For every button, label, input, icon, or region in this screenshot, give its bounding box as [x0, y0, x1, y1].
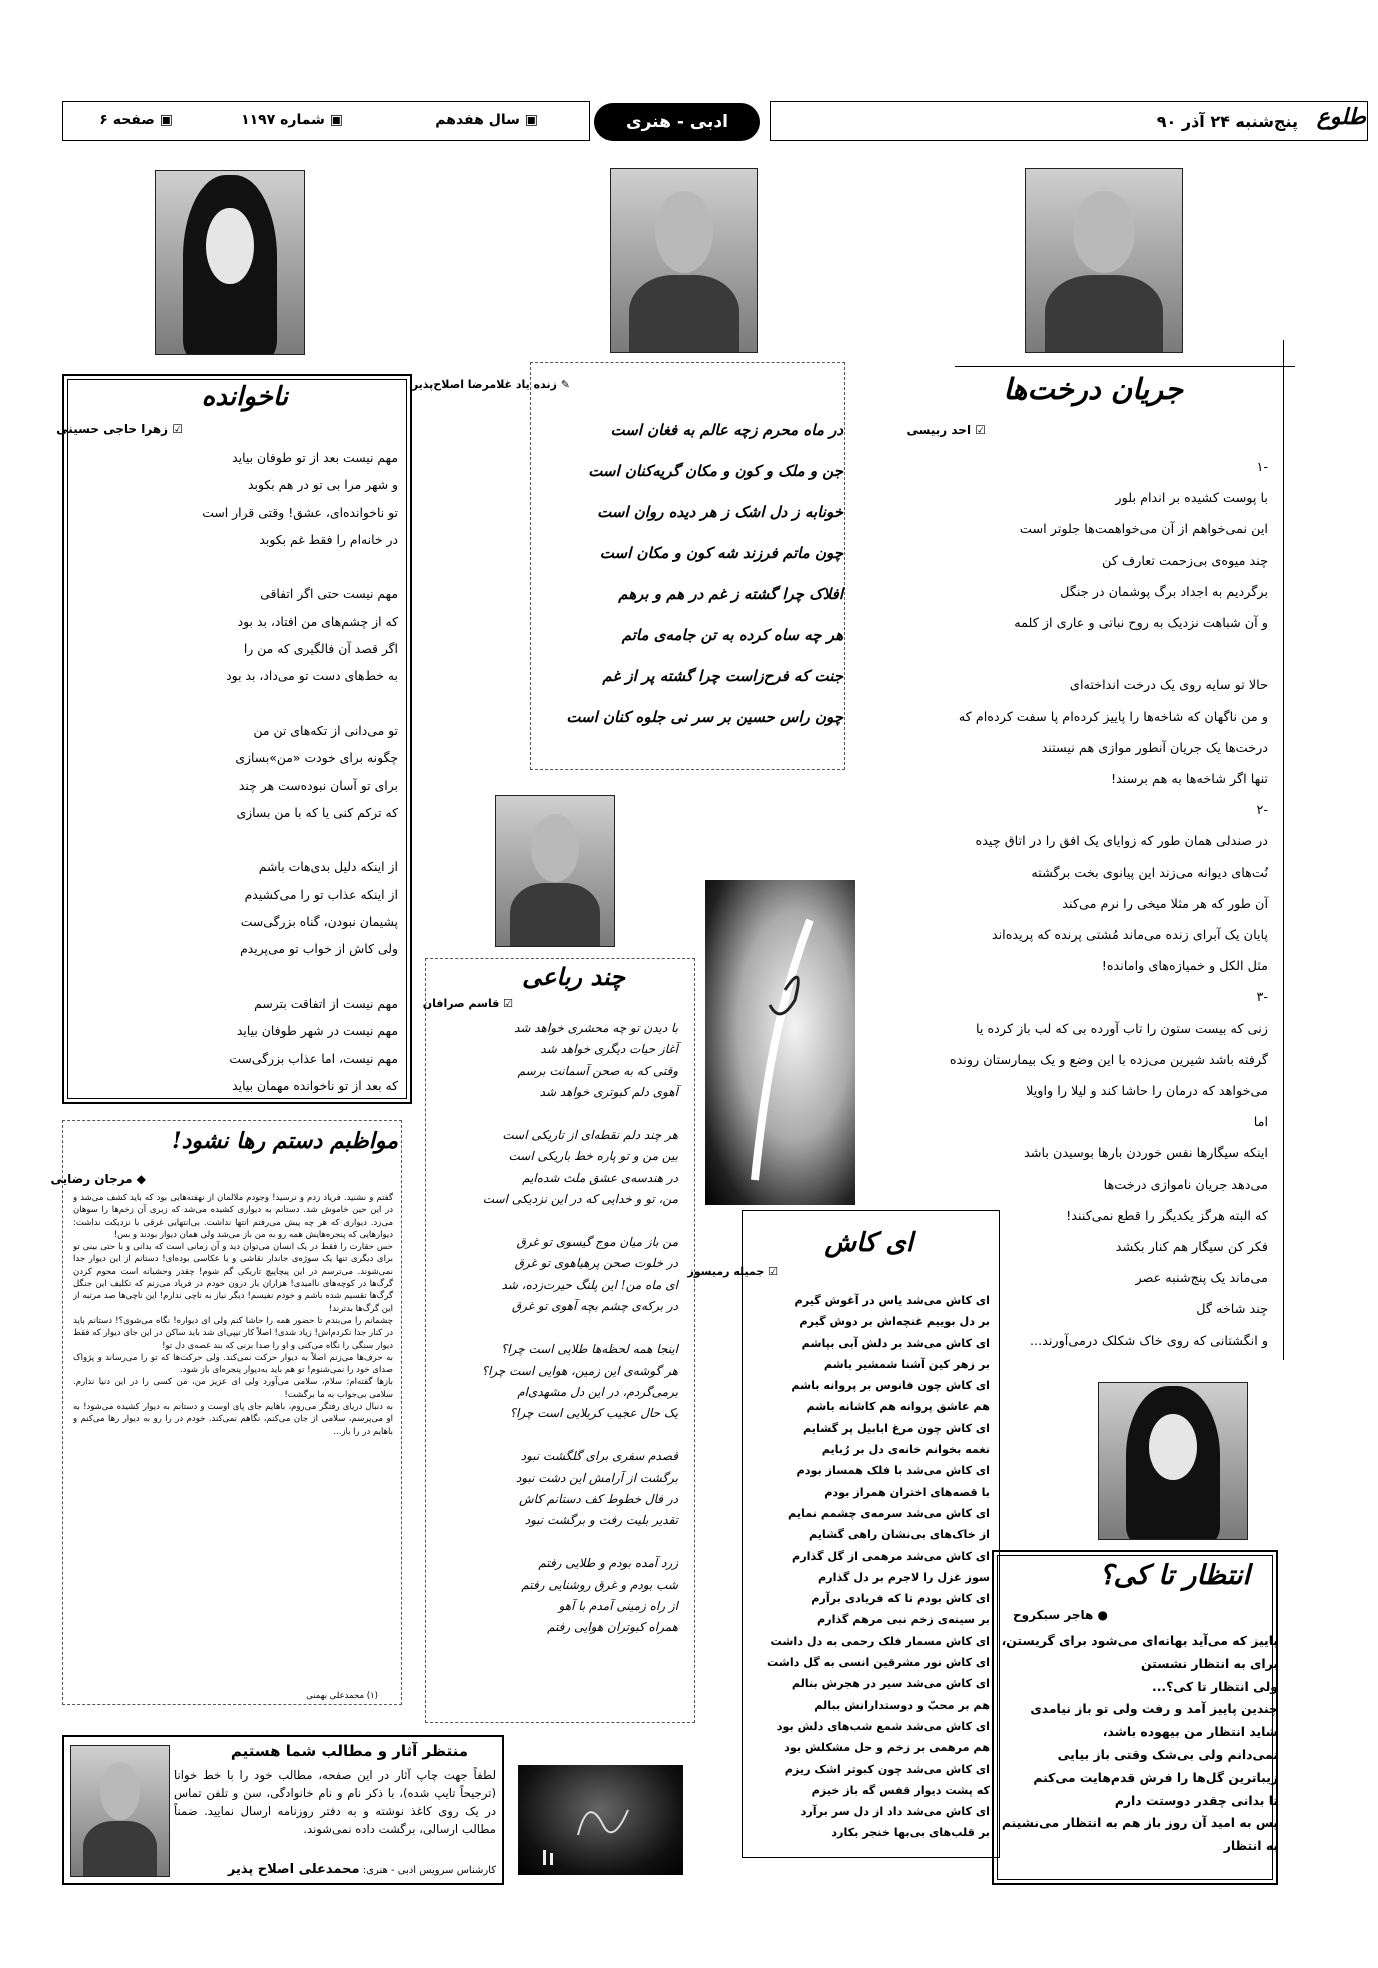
checkbox-icon: ☑ [499, 997, 513, 1010]
poem-line: با قصه‌های اختران همراز بودم [824, 1485, 990, 1499]
essay-paragraph: بازها گفته‌ام: سلام، سلامی می‌آورد ولی ای عزیز من، من کسی را در این دنیا ندارم. سلامی بی‌جواب به ما برگشت! [73, 1377, 393, 1400]
poem-line: تنها اگر شاخه‌ها به هم برسند! [1110, 772, 1268, 788]
poem-line: برای تو آسان نبوده‌ست هر چند [238, 777, 398, 793]
poem-line: درخت‌ها یک جریان آنطور موازی هم نیستند [1041, 740, 1268, 756]
poem-line: می‌دهد جریان ناموازی درخت‌ها [1103, 1177, 1268, 1193]
notice-signature [228, 1862, 496, 1877]
poem-line: که البته هرگز یکدیگر را قطع نمی‌کنند! [1066, 1208, 1268, 1224]
poem-illiterate-title: ناخوانده [201, 382, 288, 412]
poem-line: که از چشم‌های من افتاد، بد بود [237, 613, 398, 629]
header-year [435, 112, 538, 128]
poem-line: با پوست کشیده بر اندام بلور [1115, 491, 1268, 507]
waiting-line: نمی‌دانم ولی بی‌شک وقتی باز بیایی [1057, 1746, 1278, 1762]
essay-paragraph: گفتم و نشنید. فریاد زدم و نرسید! وجودم ملالمان از نهفته‌هایی بود که باید کشف می‌شد و در این حین خاموش شد. دستانم به دیواری کشیده می‌شد که زبری آن زخم‌ها را سوهان می‌زد. دیواری که هر چه پیش می‌رفتم انتها نداشت. بی‌انتهایی غرقی با نزدیکت نداشت: دیوارهایی که پنجره‌هایش همه رو به من باز می‌شد ولی همان دیوار بودند و بس! [73, 1193, 393, 1240]
poem-line: هم عاشق پروانه هم کاشانه باشم [806, 1400, 990, 1414]
square-icon: ▣ [154, 112, 173, 128]
poem-trees-title: جریان درخت‌ها [1003, 372, 1183, 406]
waiting-line: برای به انتظار نشستن [1141, 1655, 1278, 1671]
poem-line: ای کاش می‌شد داد از دل سر برآرد [800, 1805, 990, 1819]
poem-line: که ترکم کنی یا که با من بسازی [236, 804, 398, 820]
poem-line: -۱ [1256, 460, 1268, 475]
waiting-line: زیباترین گل‌ها را فرش قدم‌هایت می‌کنم [1033, 1769, 1278, 1785]
verse-line: هر چند دلم نقطه‌ای از تاریکی است [502, 1128, 678, 1143]
poem-line: فکر کن سیگار هم کنار بکشد [1115, 1240, 1268, 1256]
poem-line: و شهر مرا بی تو در هم بکوبد [248, 477, 398, 493]
notice-name: محمدعلی اصلاح پذیر [227, 1862, 360, 1877]
verse-line: در برکه‌ی چشم بچه آهوی تو غرق [511, 1299, 678, 1314]
poem-line: مثل الکل و خمیازه‌های وامانده! [1101, 959, 1268, 975]
author-photo-hajar [1098, 1382, 1248, 1540]
verse-line [438, 1318, 678, 1339]
poem-line: از خاک‌های بی‌نشان راهی گشایم [808, 1528, 990, 1542]
column-rule-right [1283, 340, 1284, 1360]
verse-line: شب بودم و غرق روشنایی رفتم [521, 1577, 678, 1592]
poem-line: ای کاش می‌شد بر دلش آبی بپاشم [801, 1336, 990, 1350]
author-photo-qasem [495, 795, 615, 947]
essay-author [50, 1172, 146, 1186]
poem-illiterate-body [178, 444, 398, 1099]
waiting-body [1001, 1630, 1278, 1858]
square-icon: ▣ [519, 112, 538, 128]
calligraphy-icon [518, 1765, 683, 1875]
poem-line [968, 639, 1268, 670]
verse-line: با دیدن تو چه محشری خواهد شد [514, 1021, 678, 1035]
poem-line: مهم نیست، اما عذاب بزرگی‌ست [229, 1050, 398, 1066]
waiting-line: پاییز که می‌آید بهانه‌ای می‌شود برای گریستن، [1001, 1633, 1278, 1648]
waiting-line: پس به امید آن روز باز هم به انتظار می‌نشینم [1001, 1815, 1278, 1831]
poem-line: نُت‌های دیوانه می‌زند این پیانوی بخت برگشته [1031, 865, 1268, 881]
essay-paragraph: به دنبال دریای رفتگر می‌روم، با‌هایم جای پای اوست و دستانم به دیوار کشیده می‌شود! به او می‌پرسم، سلامی از جان می‌کنم، نگاهم نمی‌کند. خودم در را رو به دیوار رها می‌کنم و با‌هایم در را باز... [73, 1402, 393, 1437]
poem-line: در خانه‌ام را فقط غم بکوبد [259, 531, 398, 547]
author-label: احد ربیسی [906, 423, 972, 437]
poem-line [178, 690, 398, 717]
waiting-line: چندین پاییز آمد و رفت ولی تو باز نیامدی [1030, 1701, 1278, 1717]
verse-line: قصدم سفری برای گلگشت نبود [520, 1449, 678, 1464]
poem-line: پشیمان نبودن، گناه بزرگی‌ست [240, 914, 398, 930]
essay-paragraph: حس حقارت را فقط در یک انسان می‌توان دید و آن زمانی است که بدانی و با حتی بینی تو برای دیگری تنها یک سوژه‌ی جاندار نقاشی و یا عکاسی بوده‌ای! دستانم از این دیوار جدا نمی‌شوند. می‌ترسم در این پیچاپیچ تاریکی گم شوم! چقدر وحشیانه است محوم کردن گرگ‌ها در کوچه‌های ناامیدی! هزاران بار درون خودم در فریاد می‌زنم که تکلیف این جنگل گرگ‌ها تقسیم شده باشم و خودم نفیسم! دیگر نیاز به ناچی ندارم! این ناچی‌ها صد مرتبه از این گرگ‌ها بدترند! [73, 1242, 393, 1314]
waiting-line: شاید انتظار من بیهوده باشد، [1102, 1724, 1278, 1740]
poem-line: مهم نیست بعد از تو طوفان بیاید [232, 450, 398, 465]
poem-line: آن طور که هر مثلا میخی را نرم می‌کند [1062, 896, 1268, 912]
poem-line: پایان یک آبرای زنده می‌ماند مُشتی پرنده که پریده‌اند [991, 928, 1268, 944]
poem-wish-body [754, 1290, 990, 1844]
waiting-line: به انتظار [1223, 1838, 1278, 1854]
poem-line: ای کاش چون مرغ ابابیل پر گشایم [803, 1421, 990, 1435]
editor-photo [70, 1745, 170, 1877]
poem-line: اینکه سیگارها نفس خوردن بارها بوسیدن باشد [1024, 1146, 1268, 1162]
verse-line: ای ماه من! این پلنگ حیرت‌زده، شد [501, 1277, 678, 1292]
checkbox-icon: ☑ [764, 1265, 778, 1278]
poem-line: چگونه برای خودت «من»بسازی [235, 750, 398, 766]
poem-line: مهم نیست حتی اگر اتفاقی [260, 586, 398, 602]
verse-line: آغاز حیات دیگری خواهد شد [540, 1042, 678, 1057]
waiting-author [1013, 1608, 1108, 1622]
poem-wish-author [687, 1265, 778, 1278]
notice-role: کارشناس سرویس ادبی - هنری: [362, 1865, 496, 1876]
poem-wish-title: ای کاش [824, 1228, 913, 1258]
page-label: صفحه ۶ [99, 112, 155, 128]
verse-line: هر گوشه‌ی این زمین، هوایی است چرا؟ [481, 1363, 678, 1378]
memorial-verses [543, 410, 843, 738]
essay-title: مواظبم دستم رها نشود! [171, 1128, 398, 1154]
author-label: جمیله رمیسوز [687, 1265, 765, 1278]
poem-line: ای کاش چون فانوس بر پروانه باشم [791, 1379, 990, 1393]
poem-line: تو می‌دانی از تکه‌های تن من [253, 722, 398, 738]
poem-line: بر سینه‌ی زخم نبی مرهم گذارم [816, 1613, 990, 1627]
author-photo-zahra [155, 170, 305, 355]
verse-line: من باز میان موج گیسوی تو غرق [516, 1235, 678, 1250]
poem-trees-author [907, 423, 986, 437]
verse-line: برگشت از آرامش این دشت نبود [515, 1470, 678, 1485]
poem-line: مهم نیست از اتفاقت بترسم [254, 995, 398, 1011]
verse-line: یک حال عجیب کربلایی است چرا؟ [509, 1406, 678, 1421]
verse-line [438, 1532, 678, 1553]
year-label: سال هفدهم [435, 112, 520, 128]
author-label: مرجان رضایی [50, 1172, 133, 1186]
poem-line: و آن شباهت نزدیک به روح نباتی و عاری از کلمه [1014, 616, 1268, 632]
essay-footnote: (۱) محمدعلی بهمنی [306, 1691, 378, 1701]
poem-illiterate-author [56, 422, 183, 436]
pen-icon: ✎ [556, 378, 570, 391]
poem-line: از اینکه عذاب تو را می‌کشیدم [244, 886, 398, 902]
diamond-icon: ◆ [132, 1172, 146, 1186]
poem-line: ای کاش می‌شد با فلک همساز بودم [796, 1464, 990, 1478]
memorial-heading-text: زنده یاد غلامرضا اصلاح‌پذیر [411, 378, 557, 391]
notice-body: لطفاً جهت چاپ آثار در این صفحه، مطالب خود را با خط خوانا (ترجیحاً تایپ شده)، با ذکر نام و نام خانوادگی، سن و تلفن تماس در یک روی کاغذ نوشته و به دفتر روزنامه ارسال نمایید. ضمناً مطالب ارسالی، برگشت داده نمی‌شوند. [174, 1768, 496, 1836]
author-label: قاسم صرافان [422, 997, 500, 1010]
circle-icon: ● [1093, 1608, 1108, 1622]
poem-line: هم مرهمی بر زخم و حل مشکلش بود [784, 1741, 990, 1755]
poem-line: که پشت دیوار قفس گه باز خیزم [811, 1783, 990, 1797]
waiting-title: انتظار تا کی؟ [1099, 1560, 1250, 1591]
verse-line: از راه زمینی آمدم با آهو [558, 1598, 678, 1613]
poem-line: چند شاخه گل [1196, 1302, 1268, 1318]
essay-paragraph: به حرف‌ها می‌زنم اصلاً به دیوار حرکت نمی‌کند. ولی حرکت‌ها که تو را می‌رساند و پژواک صدای خود را نمی‌شنوم! تو هم باید به‌دیوار پنجره‌ای باز شود. [73, 1352, 393, 1376]
verse-line: در فال خطوط کف دستانم کاش [518, 1491, 678, 1506]
poem-line: بر زهر کین آشنا شمشیر باشم [823, 1357, 990, 1371]
calligraphy-icon [705, 880, 855, 1205]
rubaiyat-title: چند رباعی [522, 962, 625, 991]
poem-line: سوز غزل را لاجرم بر دل گذارم [817, 1570, 990, 1584]
memorial-line: در ماه محرم زچه عالم به فغان است [610, 421, 843, 439]
section-banner-label: ادبی - هنری [626, 112, 728, 132]
poem-line [178, 963, 398, 990]
memorial-line: جن و ملک و کون و مکان گریه‌کنان است [588, 462, 843, 480]
rubaiyat-author [423, 997, 513, 1010]
memorial-line: چون راس حسین بر سر نی جلوه کنان است [566, 708, 843, 726]
author-photo-memorial [610, 168, 758, 353]
memorial-line: جنت که فرح‌زاست چرا گشته پر از غم [602, 667, 843, 685]
poem-line: به خط‌های دست تو می‌داد، بد بود [226, 668, 398, 684]
author-label: زهرا حاجی حسینی [56, 422, 169, 436]
issue-label: شماره ۱۱۹۷ [241, 112, 325, 128]
poem-line: ای کاش می‌شد سرمه‌ی چشمم نمایم [788, 1506, 990, 1520]
rubaiyat-body [438, 1018, 678, 1639]
verse-line: در هندسه‌ی عشق ملث شده‌ایم [522, 1170, 678, 1185]
poem-line: گرفته باشد شیرین می‌زده با این وضع و یک بیمارستان رونده [949, 1052, 1268, 1068]
verse-line: من، تو و خدایی که در این نزدیکی است [482, 1192, 678, 1207]
poem-line: و انگشتانی که روی خاک شکلک درمی‌آورند... [1029, 1333, 1268, 1349]
masthead-logo: طلوع [1316, 104, 1366, 130]
poem-line [178, 826, 398, 853]
memorial-line: چون ماتم فرزند شه کون و مکان است [599, 544, 843, 562]
poem-line: که بعد از تو ناخوانده مهمان بیاید [232, 1077, 398, 1093]
verse-line: تقدیر بلیت رفت و برگشت نبود [524, 1513, 678, 1528]
memorial-heading [412, 378, 570, 391]
header-issue [241, 112, 343, 128]
checkbox-icon: ☑ [971, 423, 986, 437]
checkbox-icon: ☑ [168, 422, 183, 436]
author-photo-ahad [1025, 168, 1183, 353]
section-banner [594, 103, 760, 141]
author-label: هاجر سبکروح [1012, 1608, 1094, 1622]
poem-line: ای کاش بودم تا که فریادی برآرم [811, 1592, 990, 1606]
poem-line: چند میوه‌ی بی‌زحمت تعارف کن [1101, 553, 1268, 569]
allah-calligraphy-image [518, 1765, 683, 1875]
memorial-line: خونابه ز دل اشک ز هر دیده روان است [597, 503, 843, 521]
header-page [99, 112, 173, 128]
poem-line: اما [1253, 1115, 1268, 1131]
poem-line: -۲ [1256, 803, 1268, 819]
square-icon: ▣ [324, 112, 343, 128]
poem-line: اگر قصد آن فالگیری که من را [243, 641, 398, 657]
column-rule-top [955, 366, 1295, 367]
poem-line: این نمی‌خواهم از آن می‌خواهمت‌ها جلوتر است [1019, 522, 1268, 538]
poem-line: حالا تو سایه روی یک درخت انداخته‌ای [1069, 678, 1268, 694]
verse-line [438, 1425, 678, 1446]
poem-line: ای کاش می‌شد یاس در آغوش گیرم [794, 1294, 990, 1307]
verse-line: بین من و تو پاره خط باریکی است [508, 1149, 678, 1164]
poem-line [178, 553, 398, 580]
poem-line: هم بر محبّ و دوستدارانش ببالم [814, 1698, 990, 1712]
poem-line: ای کاش نور مشرقین انسی به گل داشت [766, 1656, 990, 1670]
poem-line: مهم نیست در شهر طوفان بیاید [236, 1023, 398, 1039]
verse-line: اینجا همه لحظه‌ها طلایی است چرا؟ [500, 1342, 678, 1357]
muharram-artwork [705, 880, 855, 1205]
poem-line: و من ناگهان که شاخه‌ها را پاییز کرده‌ام پا سفت کرده‌ام که [958, 709, 1268, 725]
poem-line: از اینکه دلیل بدی‌هات باشم [258, 859, 398, 875]
poem-line: ای کاش می‌شد مرهمی از گل گذارم [792, 1549, 990, 1563]
waiting-line: ولی انتظار تا کی؟... [1152, 1678, 1278, 1694]
poem-line: برگردیم به اجداد برگ پوشمان در جنگل [1060, 584, 1268, 600]
poem-line: می‌خواهد که درمان را حاشا کند و لیلا را واویلا [1026, 1084, 1268, 1100]
memorial-line: هر چه ساه کرده به تن جامه‌ی ماتم [621, 626, 843, 644]
poem-line: ای کاش مسمار فلک رحمی به دل داشت [770, 1634, 990, 1648]
poem-line: می‌ماند یک پنج‌شنبه عصر [1135, 1271, 1268, 1287]
verse-line: آهوی دلم کبوتری خواهد شد [539, 1085, 678, 1100]
poem-line: ای کاش می‌شد سیر در هجرش بنالم [791, 1677, 990, 1691]
poem-line: بر قلب‌های بی‌بها خنجر بکارد [831, 1826, 990, 1840]
essay-body [73, 1192, 393, 1687]
verse-line: در خلوت صحن پرهیاهوی تو غرق [514, 1256, 678, 1271]
header-date: پنج‌شنبه ۲۴ آذر ۹۰ [1156, 112, 1298, 131]
poem-line: در صندلی همان طور که زوایای یک افق را در اتاق چیده [975, 834, 1268, 850]
poem-line: بر دل بوییم غنچه‌اش بر دوش گیرم [799, 1315, 990, 1329]
poem-line: ای کاش می‌شد شمع شب‌های دلش بود [776, 1719, 990, 1733]
verse-line: وقتی که به صحن آسمانت برسم [517, 1063, 678, 1078]
poem-line: تو ناخوانده‌ای، عشق! وقتی قرار است [202, 504, 398, 520]
verse-line [438, 1104, 678, 1125]
notice-title: منتظر آثار و مطالب شما هستیم [230, 1742, 468, 1760]
poem-trees-body [949, 452, 1268, 1357]
verse-line: همراه کبوتران هوایی رفتم [547, 1620, 678, 1635]
waiting-line: تا بدانی چقدر دوستت دارم [1114, 1792, 1278, 1808]
memorial-line: افلاک چرا گشته ز غم در هم و برهم [618, 585, 843, 603]
poem-line: -۳ [1256, 990, 1268, 1006]
poem-line: ولی کاش از خواب تو می‌پریدم [240, 941, 398, 957]
essay-paragraph: چشمانم را می‌بندم تا حضور همه را حاشا کنم ولی ای دیواره! نگاه می‌شوی؟! دستانم باید در کنار جدا نکردم‌اش! زیاد شدی! اصلاً کار تیپی‌ای شد باید ساکن در این جای دیوار که فقط دیوار سنگی را نگاه می‌کنی و او را صدا بزنی که بند غصه‌ی دل تو! [73, 1315, 393, 1351]
poem-line: ای کاش می‌شد چون کبوتر اشک ریزم [784, 1762, 990, 1776]
poem-line: نغمه بخوانم خانه‌ی دل بر رُبایم [821, 1443, 990, 1457]
verse-line: زرد آمده بودم و طلایی رفتم [538, 1556, 678, 1571]
poem-line: زنی که بیست ستون را تاب آورده بی که لب باز کرده یا [975, 1021, 1268, 1037]
verse-line [438, 1211, 678, 1232]
verse-line: برمی‌گردم، در این دل مشهدی‌ام [517, 1384, 678, 1399]
